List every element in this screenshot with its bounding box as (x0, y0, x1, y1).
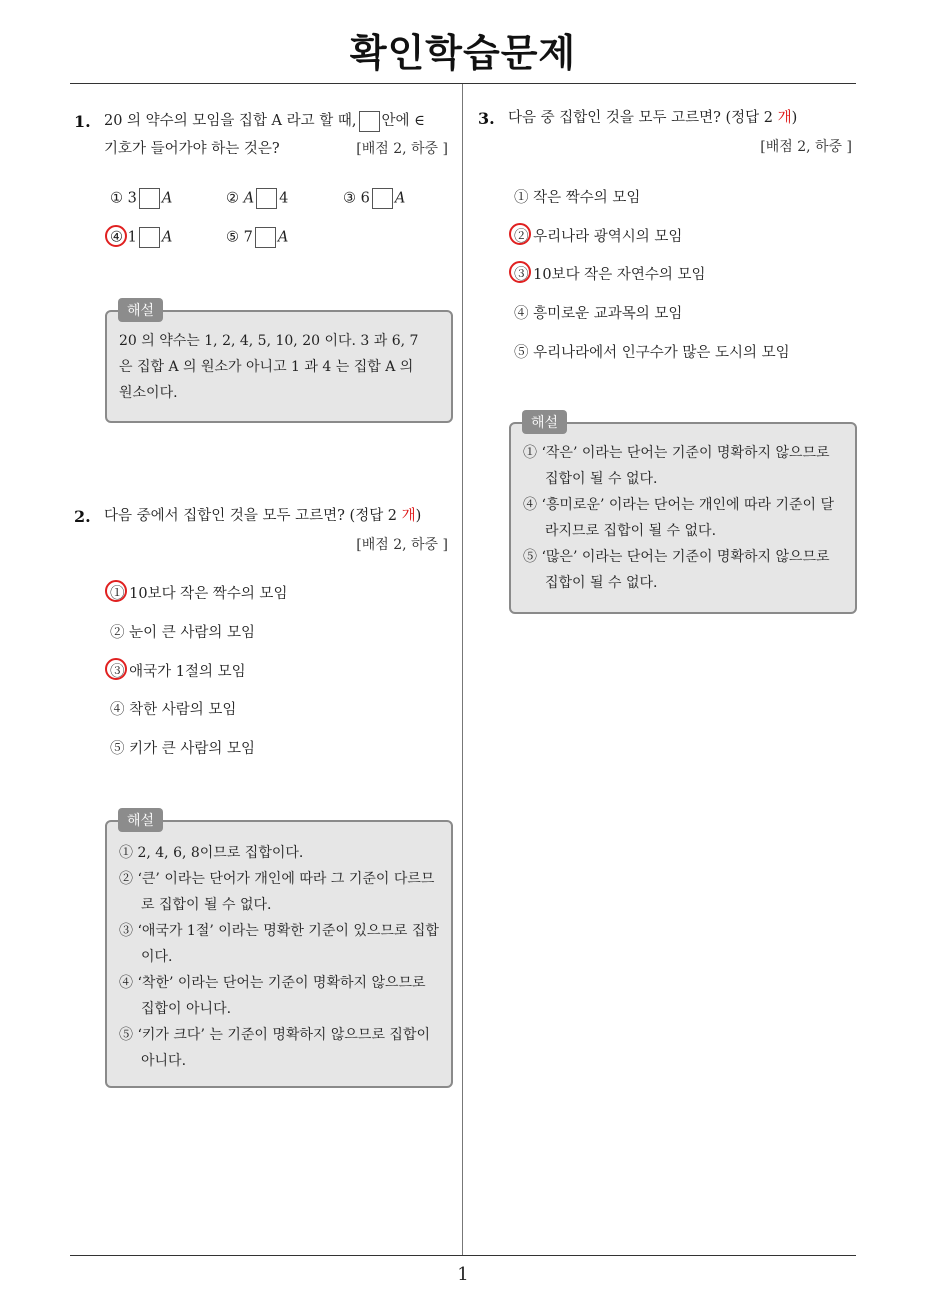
q3-score: [배점 2, 하중 ] (760, 139, 852, 155)
q3-option-3[interactable]: ③ 10보다 작은 자연수의 모임 (514, 267, 706, 283)
q1-stem-line2: 기호가 들어가야 하는 것은? (104, 141, 280, 157)
q1-option-4[interactable]: ④ 1 A (110, 227, 172, 248)
q1-option-4-box (139, 227, 160, 248)
q1-explanation-tag: 해설 (118, 298, 163, 322)
q2-score: [배점 2, 하중 ] (356, 537, 448, 553)
q1-option-5[interactable]: ⑤ 7 A (226, 227, 288, 248)
q2-number: 2. (74, 507, 91, 526)
q3-explanation-text: ① ‘작은’ 이라는 단어는 기준이 명확하지 않으므로 집합이 될 수 없다. ④ ‘흥미로운’ 이라는 단어는 개인에 따라 기준이 달라지므로 집합이 될 수 없다. ⑤ ‘많은’ 이라는 단어는 기준이 명확하지 않으므로 집합이 될 수 없다. (523, 445, 835, 591)
column-divider (462, 84, 463, 1256)
q2-answer-circle-mark-1 (105, 580, 127, 602)
q3-answer-count: 개 (777, 110, 792, 126)
q3-option-4[interactable]: ④ 흥미로운 교과목의 모임 (514, 306, 683, 322)
q1-explanation-text: 20 의 약수는 1, 2, 4, 5, 10, 20 이다. 3 과 6, 7 은 집합 A 의 원소가 아니고 1 과 4 는 집합 A 의 원소이다. (119, 333, 419, 401)
q1-option-3[interactable]: ③ 6 A (343, 188, 405, 209)
q2-option-5[interactable]: ⑤ 키가 큰 사람의 모임 (110, 741, 255, 757)
q2-answer-count: 개 (401, 508, 416, 524)
q3-explanation-tag: 해설 (522, 410, 567, 434)
q1-stem-b: 안에 ∈ (381, 113, 425, 129)
footer-rule (70, 1255, 856, 1256)
q3-number: 3. (478, 109, 495, 128)
q3-stem: 다음 중 집합인 것을 모두 고르면? (정답 2 개) (508, 110, 798, 126)
q2-stem: 다음 중에서 집합인 것을 모두 고르면? (정답 2 개) (104, 508, 422, 524)
q3-answer-circle-mark-2 (509, 223, 531, 245)
q2-option-3[interactable]: ③ 애국가 1절의 모임 (110, 664, 246, 680)
q1-number: 1. (74, 112, 91, 131)
header-rule (70, 83, 856, 84)
q1-stem-a: 20 의 약수의 모임을 집합 A 라고 할 때, (104, 113, 357, 129)
q1-option-2-box (256, 188, 277, 209)
q3-option-5[interactable]: ⑤ 우리나라에서 인구수가 많은 도시의 모임 (514, 345, 790, 361)
q3-answer-circle-mark-3 (509, 261, 531, 283)
q1-option-1-box (139, 188, 160, 209)
q2-answer-circle-mark-3 (105, 658, 127, 680)
q2-explanation-tag: 해설 (118, 808, 163, 832)
q3-option-2[interactable]: ② 우리나라 광역시의 모임 (514, 229, 683, 245)
q1-blank-box (359, 111, 380, 132)
q2-option-1[interactable]: ① 10보다 작은 짝수의 모임 (110, 586, 288, 602)
q1-explanation-box (105, 310, 453, 423)
q1-option-3-box (372, 188, 393, 209)
q2-option-4[interactable]: ④ 착한 사람의 모임 (110, 702, 237, 718)
q3-explanation-box (509, 422, 857, 614)
q2-explanation-text: ① 2, 4, 6, 8이므로 집합이다. ② ‘큰’ 이라는 단어가 개인에 따라 그 기준이 다르므로 집합이 될 수 없다. ③ ‘애국가 1절’ 이라는 명확한 기준이 있으므로 집합이다. ④ ‘착한’ 이라는 단어는 기준이 명확하지 않으므로 집합이 아니다. ⑤ ‘키가 크다’ 는 기준이 명확하지 않으므로 집합이 아니다. (119, 845, 439, 1069)
q3-option-1[interactable]: ① 작은 짝수의 모임 (514, 190, 641, 206)
q2-option-2[interactable]: ② 눈이 큰 사람의 모임 (110, 625, 255, 641)
page-title: 확인학습문제 (349, 31, 577, 75)
page-number: 1 (457, 1264, 469, 1285)
q1-option-1[interactable]: ① 3 A (110, 188, 172, 209)
q1-option-5-box (255, 227, 276, 248)
q1-option-2[interactable]: ② A 4 (226, 188, 288, 209)
q1-score: [배점 2, 하중 ] (356, 141, 448, 157)
q2-explanation-box (105, 820, 453, 1088)
q1-stem (104, 108, 456, 134)
q1-answer-circle-mark (105, 225, 127, 247)
